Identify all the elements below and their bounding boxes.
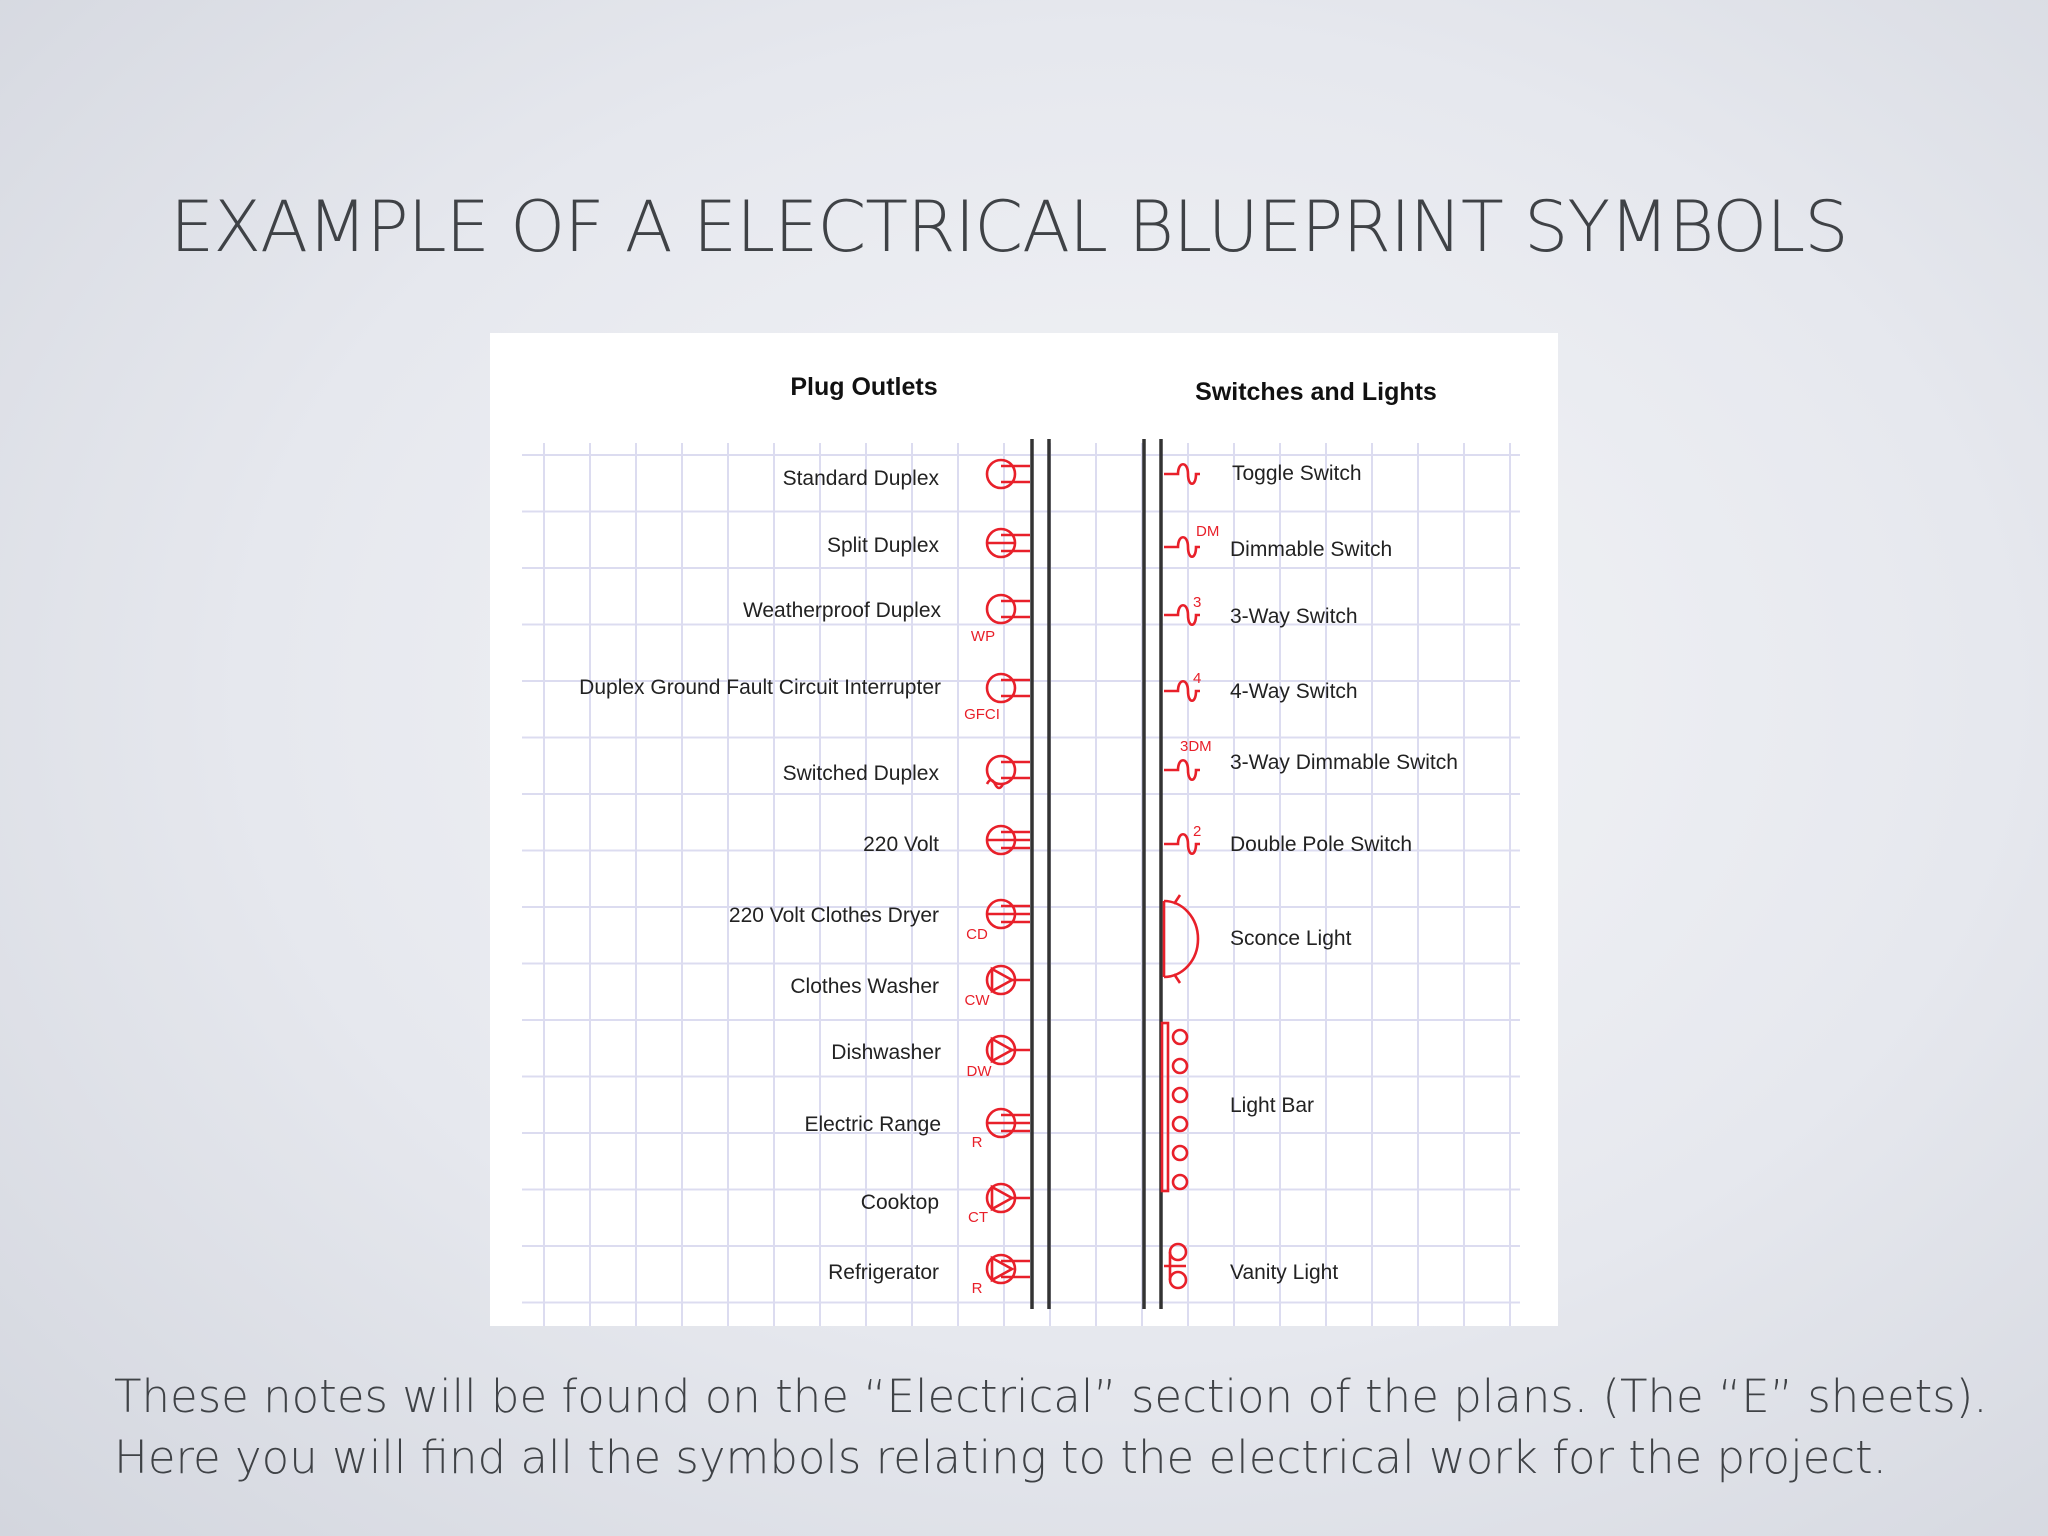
plug-outlet-symbols [964,460,1030,1297]
symbol-tag: GFCI [964,706,1000,723]
symbol-tag: CT [968,1209,988,1226]
light-label: Sconce Light [1230,927,1352,950]
weatherproof-duplex-symbol [971,595,1030,645]
symbol-tag: DM [1196,523,1220,540]
outlet-label: Split Duplex [826,534,939,557]
symbol-tag: 2 [1193,823,1202,840]
switches-lights-heading: Switches and Lights [1195,378,1437,406]
four-way-switch-symbol [1164,670,1201,701]
refrigerator-symbol [972,1255,1030,1297]
switch-light-labels [1230,462,1458,1284]
sconce-light-symbol [1164,895,1198,983]
clothes-washer-symbol [965,966,1031,1009]
outlet-label: Refrigerator [828,1261,939,1284]
symbol-legend-diagram [490,333,1558,1326]
switch-label: Dimmable Switch [1230,538,1393,561]
symbol-tag: CW [964,992,990,1009]
light-label: Light Bar [1230,1094,1315,1117]
switch-label: Toggle Switch [1232,462,1362,485]
symbol-tag: R [971,1280,983,1297]
symbol-tag: DW [966,1063,992,1080]
caption-line: These notes will be found on the “Electrical” section of the plans. (The “E” sheets). [114,1370,1988,1423]
dimmable-switch-symbol [1164,523,1219,557]
plug-outlet-labels [579,467,941,1284]
outlet-label: 220 Volt Clothes Dryer [728,904,939,927]
caption-line: Here you will find all the symbols relating to the electrical work for the project. [114,1431,1887,1484]
double-pole-switch-symbol [1164,823,1201,854]
outlet-label: Dishwasher [831,1041,941,1064]
slide-title: EXAMPLE OF A ELECTRICAL BLUEPRINT SYMBOLS [170,186,1848,268]
switch-light-symbols [1162,464,1219,1288]
outlet-label: Weatherproof Duplex [742,599,941,622]
symbol-tag: CD [966,926,988,943]
electric-range-symbol [972,1109,1030,1151]
symbol-tag: 3 [1193,594,1202,611]
switch-label: 3-Way Dimmable Switch [1230,751,1458,774]
symbol-tag: WP [970,628,996,645]
slide-caption [114,1366,2014,1488]
split-duplex-symbol [987,529,1030,557]
switch-label: Double Pole Switch [1230,833,1413,856]
outlet-label: Cooktop [860,1191,939,1214]
standard-duplex-symbol [987,460,1030,488]
outlet-label: Duplex Ground Fault Circuit Interrupter [579,676,941,699]
outlet-label: Electric Range [804,1113,941,1136]
symbol-tag: 3DM [1180,738,1212,755]
switch-label: 3-Way Switch [1230,605,1358,628]
plug-outlets-heading: Plug Outlets [790,373,938,401]
graph-paper-grid [522,443,1520,1326]
light-bar-symbol [1162,1023,1187,1191]
three-way-switch-symbol [1164,594,1201,625]
outlet-label: Switched Duplex [782,762,939,785]
symbol-tag: R [971,1134,983,1151]
switched-duplex-symbol [987,756,1030,788]
symbol-legend-figure [490,333,1558,1326]
outlet-label: 220 Volt [863,833,939,856]
toggle-switch-symbol [1164,464,1200,484]
light-label: Vanity Light [1230,1261,1339,1284]
outlet-label: Clothes Washer [790,975,939,998]
switch-label: 4-Way Switch [1230,680,1358,703]
symbol-tag: 4 [1193,670,1202,687]
vanity-light-symbol [1164,1244,1186,1288]
outlet-label: Standard Duplex [782,467,939,490]
dishwasher-symbol [967,1036,1031,1080]
